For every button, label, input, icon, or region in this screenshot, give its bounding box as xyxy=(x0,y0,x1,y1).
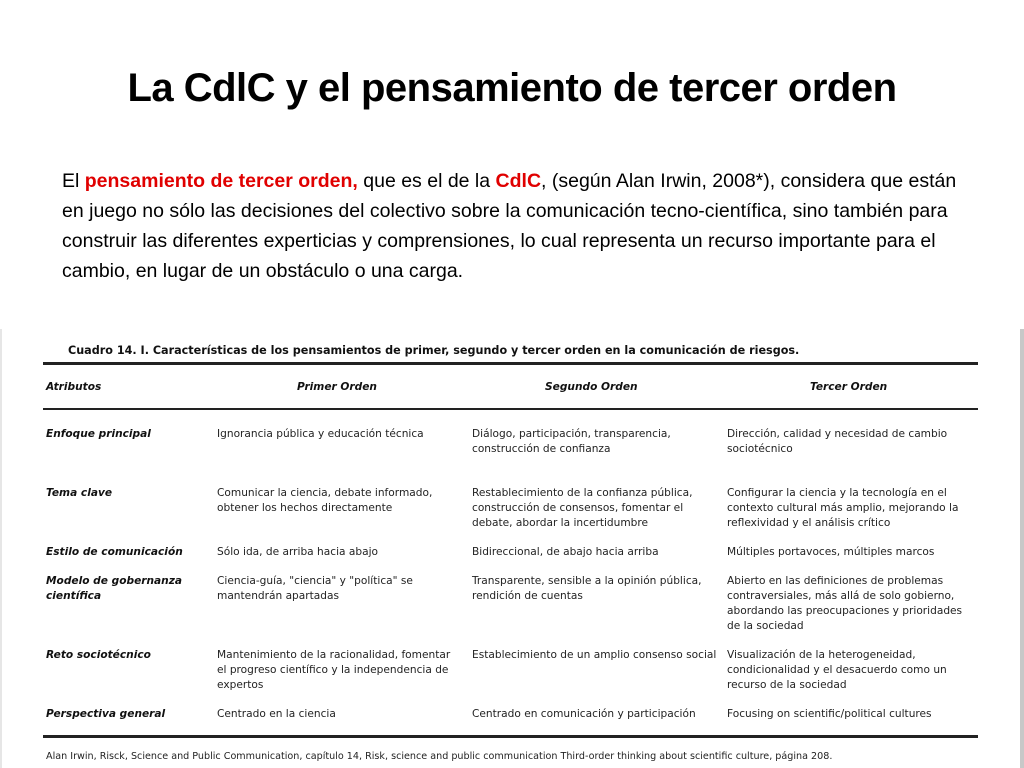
row-reto-primer-orden: Mantenimiento de la racionalidad, fomentar el progreso científico y la independencia de expertos xyxy=(217,649,451,691)
table-footnote: Alan Irwin, Risck, Science and Public Communication, capítulo 14, Risk, science and public communication Third-order thinking about scientific culture, página 208. xyxy=(46,751,833,762)
header-tercer-orden: Tercer Orden xyxy=(810,381,888,393)
row-reto-segundo-orden: Establecimiento de un amplio consenso social xyxy=(472,649,717,661)
row-perspectiva-tercer-orden: Focusing on scientific/political cultures xyxy=(727,708,932,720)
row-tema-segundo-orden: Restablecimiento de la confianza pública, construcción de consensos, fomentar el debate, abordar la incertidumbre xyxy=(472,487,693,529)
intro-paragraph xyxy=(62,166,962,286)
row-attr-tema-clave: Tema clave xyxy=(46,487,113,499)
row-perspectiva-segundo-orden: Centrado en comunicación y participación xyxy=(472,708,696,720)
row-attr-modelo-gobernanza: Modelo de gobernanza científica xyxy=(46,575,183,602)
header-atributos: Atributos xyxy=(46,381,102,393)
row-tema-tercer-orden: Configurar la ciencia y la tecnología en el contexto cultural más amplio, mejorando la reflexividad y el análisis crítico xyxy=(727,487,959,529)
intro-highlight-cdlc: CdlC xyxy=(495,170,542,192)
row-modelo-segundo-orden: Transparente, sensible a la opinión pública, rendición de cuentas xyxy=(472,575,702,602)
table-image-right-border xyxy=(1020,329,1024,768)
row-estilo-tercer-orden: Múltiples portavoces, múltiples marcos xyxy=(727,546,935,558)
row-tema-primer-orden: Comunicar la ciencia, debate informado, obtener los hechos directamente xyxy=(217,487,433,514)
header-segundo-orden: Segundo Orden xyxy=(545,381,638,393)
row-reto-tercer-orden: Visualización de la heterogeneidad, condicionalidad y el desacuerdo como un recurso de la sociedad xyxy=(727,649,947,691)
row-attr-estilo-comunicacion: Estilo de comunicación xyxy=(46,546,183,558)
intro-text-3: , (según Alan Irwin, 2008*), considera que están en juego no sólo las decisiones del colectivo sobre la comunicación tecno-científica, sino también para construir las diferentes experticias y comprensiones, lo cual representa un recurso importante para el cambio, en lugar de un obstáculo o una carga. xyxy=(62,170,957,282)
table-caption: Cuadro 14. I. Características de los pensamientos de primer, segundo y tercer orden en la comunicación de riesgos. xyxy=(68,344,800,357)
slide-title: La CdlC y el pensamiento de tercer orden xyxy=(127,66,897,110)
row-enfoque-primer-orden: Ignorancia pública y educación técnica xyxy=(217,428,424,440)
table-top-rule xyxy=(43,362,978,365)
intro-text-1: El xyxy=(62,170,85,192)
table-bottom-rule xyxy=(43,735,978,738)
row-attr-enfoque-principal: Enfoque principal xyxy=(46,428,151,440)
row-attr-reto-sociotecnico: Reto sociotécnico xyxy=(46,649,151,661)
header-bottom-rule xyxy=(43,408,978,410)
row-enfoque-tercer-orden: Dirección, calidad y necesidad de cambio sociotécnico xyxy=(727,428,948,455)
row-enfoque-segundo-orden: Diálogo, participación, transparencia, construcción de confianza xyxy=(472,428,671,455)
intro-highlight-third-order: pensamiento de tercer orden, xyxy=(84,170,358,192)
header-primer-orden: Primer Orden xyxy=(297,381,377,393)
intro-text-2: que es el de la xyxy=(357,170,496,192)
row-modelo-primer-orden: Ciencia-guía, "ciencia" y "política" se mantendrán apartadas xyxy=(217,575,413,602)
row-estilo-primer-orden: Sólo ida, de arriba hacia abajo xyxy=(217,546,379,558)
row-estilo-segundo-orden: Bidireccional, de abajo hacia arriba xyxy=(472,546,659,558)
row-attr-perspectiva-general: Perspectiva general xyxy=(46,708,166,720)
row-modelo-tercer-orden: Abierto en las definiciones de problemas contraversiales, más allá de solo gobierno, abordando las preocupaciones y prioridades de la sociedad xyxy=(727,575,963,632)
row-perspectiva-primer-orden: Centrado en la ciencia xyxy=(217,708,336,720)
table-image-left-border xyxy=(0,329,2,768)
